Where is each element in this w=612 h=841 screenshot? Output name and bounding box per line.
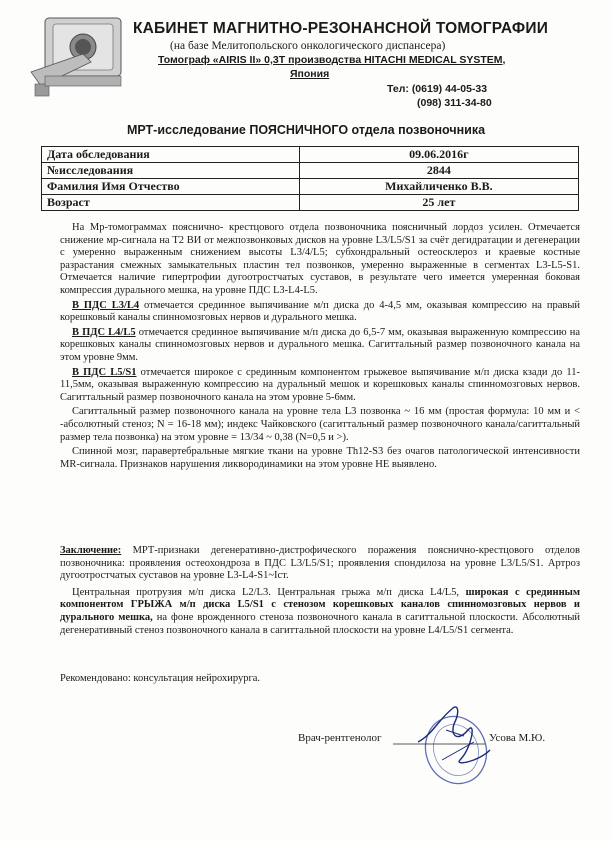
segment-l4l5-text: отмечается срединное выпячивание м/п диска до 6,5-7 мм, оказывая выраженную компрессию на корешковых каналы спинномозговых нервов и дурального мешка. Сагиттальный размер позвоночного канала на этом уровне 9мм. <box>60 326 580 363</box>
segment-l5s1-text: отмечается широкое с срединным компонентом грыжевое выпячивание м/п диска кзади до 11-11,5мм, оказывая выраженную компрессию на дуральный мешок и корешковых каналы спинномозговых нервов. Сагиттальный размер позвоночного канала на этом уровне 5-6мм. <box>60 366 580 403</box>
doctor-name: Усова М.Ю. <box>489 732 546 744</box>
mri-machine-image <box>27 14 127 100</box>
findings-paragraph-l3l4 <box>60 300 580 325</box>
patient-name-label: Фамилия Имя Отчество <box>42 179 300 195</box>
segment-l3l4-text: отмечается срединное выпячивание м/п диска до 4-4,5 мм, оказывая компрессию на правый корешковый каналы спинномозговых нервов и дурального мешка. <box>60 299 581 324</box>
conclusion-block <box>60 545 580 637</box>
conclusion-text-2c: на фоне врожденного стеноза позвоночного канала в сагиттальной плоскости. Абсолютный дегенеративный стеноз позвоночного канала в сагиттальной плоскости на уровне L4/L5/S1 сегмента. <box>60 611 580 636</box>
age-label: Возраст <box>42 195 300 211</box>
phone-1: Тел: (0619) 44-05-33 <box>387 83 488 95</box>
table-row <box>42 147 579 163</box>
phone-2: (098) 311-34-80 <box>417 97 492 109</box>
exam-date-value: 09.06.2016г <box>299 147 578 163</box>
exam-date-label: Дата обследования <box>42 147 300 163</box>
findings-text <box>60 222 580 471</box>
clinic-title: КАБИНЕТ МАГНИТНО-РЕЗОНАНСНОЙ ТОМОГРАФИИ <box>133 20 549 37</box>
conclusion-paragraph-2 <box>60 587 580 637</box>
conclusion-paragraph-1 <box>60 545 580 583</box>
findings-paragraph-canal: Сагиттальный размер позвоночного канала на уровне тела L3 позвонка ~ 16 мм (простая формула: 10 мм и < -абсолютный стеноз; N = 16-18 мм); индекс Чайковского (сагиттальный размер позвоночного канала/сагиттальный размер тела позвонка) на этом уровне = 13/34 ~ 0,38 (N=0,5 и >). <box>60 406 580 443</box>
segment-l5s1-heading: В ПДС L5/S1 <box>72 366 137 378</box>
age-value: 25 лет <box>299 195 578 211</box>
segment-l4l5-heading: В ПДС L4/L5 <box>72 326 136 338</box>
table-row <box>42 195 579 211</box>
patient-info-table <box>41 146 579 211</box>
findings-paragraph-l4l5 <box>60 327 580 365</box>
findings-paragraph-l5s1 <box>60 367 580 405</box>
tomograph-country: Япония <box>290 68 330 80</box>
findings-paragraph-1: На Мр-томограммах пояснично- крестцового отдела позвоночника поясничный лордоз усилен. Отмечается снижение мр-сигнала на Т2 ВИ от межпозвонковых дисков на уровне L3/L5/S1 за счёт дегидратации и дегенерации с умеренно выраженным снижением высоты L3/4/L5; субхондральный остеосклероз и краевые костные разрастания смежных замыкательных пластин тел позвонков, умеренно выраженные в сегментах L3-L5-S1. Отмечается наличие гипертрофии дугоотростчатых суставов, в результате чего имеется умеренная боковая компрессия дурального мешка, на уровне ПДС L3-L4-L5. <box>60 222 580 296</box>
recommendation: Рекомендовано: консультация нейрохирурга. <box>60 673 261 684</box>
conclusion-heading: Заключение: <box>60 545 122 556</box>
findings-paragraph-spinal-cord: Спинной мозг, паравертебральные мягкие ткани на уровне Th12-S3 без очагов патологической интенсивности MR-сигнала. Признаков нарушения ликвородинамики на этом уровне НЕ выявлено. <box>60 446 580 470</box>
conclusion-text-2a: Центральная протрузия м/п диска L2/L3. Центральная грыжа м/п диска L4/L5, <box>72 586 466 598</box>
study-number-label: №исследования <box>42 163 300 179</box>
conclusion-text-1: МРТ-признаки дегенеративно-дистрофического поражения пояснично-крестцового отделов позвоночника: проявления остеохондроза в ПДС L3/L5/S1; проявления спондилоза на уровне L3/L5/S1. Артроз дугоотростчатых суставов на уровне L3-L4-S1~Iст. <box>60 545 580 582</box>
conclusion-text-2b: широкая с срединным компонентом ГРЫЖА м/п диска L5/S1 с стенозом корешковых каналов спинномозговых нервов и дурального мешка, <box>60 586 580 623</box>
study-number-value: 2844 <box>299 163 578 179</box>
clinic-subtitle: (на базе Мелитопольского онкологического диспансера) <box>170 40 446 52</box>
table-row <box>42 179 579 195</box>
study-title: МРТ-исследование ПОЯСНИЧНОГО отдела позвоночника <box>126 123 486 137</box>
segment-l3l4-heading: В ПДС L3/L4 <box>72 299 140 311</box>
tomograph-info: Томограф «AIRIS II» 0,3Т производства HITACHI MEDICAL SYSTEM, <box>158 54 506 66</box>
table-row <box>42 163 579 179</box>
patient-name-value: Михайличенко В.В. <box>299 179 578 195</box>
signature-line <box>393 742 485 746</box>
signature-label: Врач-рентгенолог <box>298 732 382 744</box>
